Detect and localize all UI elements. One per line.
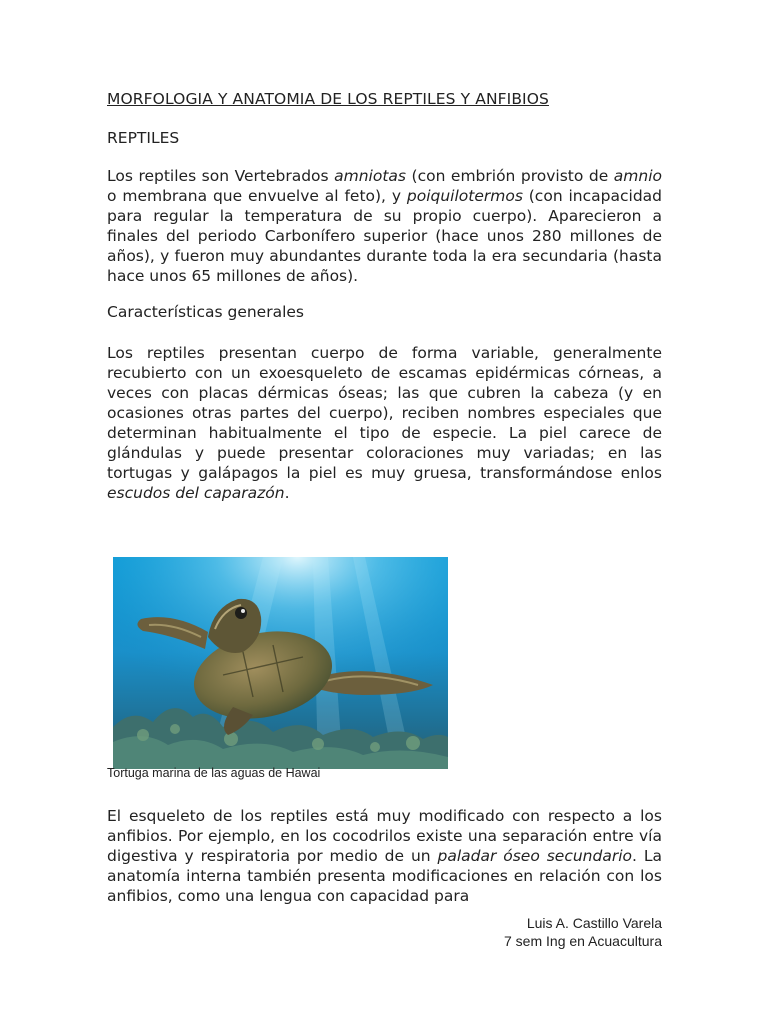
image-caption: Tortuga marina de las aguas de Hawai: [107, 766, 321, 780]
paragraph-intro-text-1: Los reptiles son Vertebrados: [107, 167, 335, 185]
term-poiquilotermos: poiquilotermos: [406, 187, 523, 205]
footer-author: Luis A. Castillo Varela: [526, 915, 662, 931]
paragraph-characteristics-text-1: Los reptiles presentan cuerpo de forma variable, generalmente recubierto con un exoesqueleto de escamas epidérmicas córneas, a veces con placas dérmicas óseas; las que cubren la cabeza (y en ocasiones otras partes del cuerpo), reciben nombres especiales que determinan habitualmente el tipo de especie. La piel carece de glándulas y puede presentar coloraciones muy variadas; en las tortugas y galápagos la piel es muy gruesa, transformándose enlos: [107, 344, 662, 482]
paragraph-skeleton-text-2: . La anatomía interna también presenta modificaciones en relación con los anfibios, como una lengua con capacidad para: [107, 847, 662, 905]
subheading-general-characteristics: Características generales: [107, 303, 305, 321]
paragraph-characteristics: [107, 343, 662, 503]
paragraph-skeleton-text-1: El esqueleto de los reptiles está muy modificado con respecto a los anfibios. Por ejemplo, en los cocodrilos existe una separación entre vía digestiva y respiratoria por medio de un: [107, 807, 662, 865]
paragraph-intro: [107, 166, 662, 286]
page-footer: [504, 914, 662, 950]
document-title: MORFOLOGIA Y ANATOMIA DE LOS REPTILES Y ANFIBIOS: [107, 90, 549, 108]
paragraph-intro-text-4: (con incapacidad para regular la temperatura de su propio cuerpo). Aparecieron a finales del periodo Carbonífero superior (hace unos 280 millones de años), y fueron muy abundantes durante toda la era secundaria (hasta hace unos 65 millones de años).: [107, 187, 662, 285]
sea-turtle-photo: [113, 557, 448, 769]
paragraph-intro-text-3: o membrana que envuelve al feto), y: [107, 187, 407, 205]
term-amnio: amnio: [613, 167, 662, 185]
term-escudos-del-caparazon: escudos del caparazón: [107, 484, 285, 502]
section-title-reptiles: REPTILES: [107, 129, 180, 147]
paragraph-intro-text-2: (con embrión provisto de: [406, 167, 614, 185]
term-amniotas: amniotas: [334, 167, 406, 185]
paragraph-characteristics-text-2: .: [284, 484, 290, 502]
term-paladar-oseo-secundario: paladar óseo secundario: [437, 847, 633, 865]
paragraph-skeleton: [107, 806, 662, 906]
footer-program: 7 sem Ing en Acuacultura: [504, 933, 662, 949]
